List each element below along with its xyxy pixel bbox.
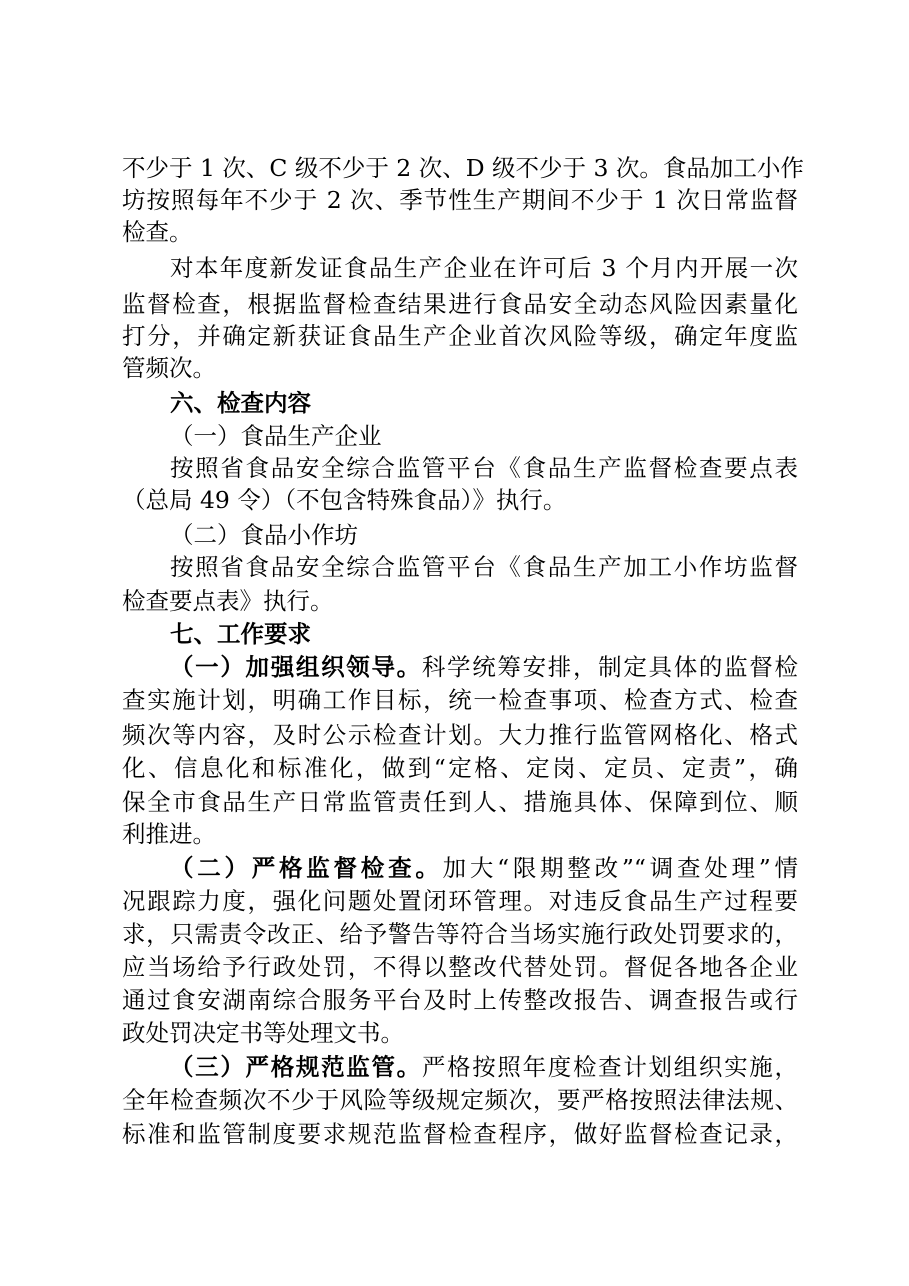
- body-text: 加大“限期整改”“调查处理”情: [442, 854, 799, 882]
- body-line: 对本年度新发证食品生产企业在许可后 3 个月内开展一次: [170, 254, 798, 282]
- body-line: 监督检查，根据监督检查结果进行食品安全动态风险因素量化: [122, 290, 798, 318]
- body-line: 通过食安湖南综合服务平台及时上传整改报告、调查报告或行: [122, 986, 798, 1014]
- subsection-heading: （一）食品生产企业: [170, 422, 382, 450]
- body-line: 况跟踪力度，强化问题处置闭环管理。对违反食品生产过程要: [122, 887, 798, 915]
- body-line: 不少于 1 次、C 级不少于 2 次、D 级不少于 3 次。食品加工小作: [122, 154, 804, 182]
- body-line: （总局 49 令）（不包含特殊食品）》执行。: [122, 486, 567, 514]
- paragraph-line: [170, 1051, 798, 1083]
- body-line: 保全市食品生产日常监管责任到人、措施具体、保障到位、顺: [122, 788, 798, 816]
- body-line: 标准和监管制度要求规范监督检查程序，做好监督检查记录，: [122, 1120, 798, 1148]
- body-line: 政处罚决定书等处理文书。: [122, 1019, 404, 1047]
- body-line: 全年检查频次不少于风险等级规定频次，要严格按照法律法规、: [122, 1086, 798, 1114]
- body-line: 坊按照每年不少于 2 次、季节性生产期间不少于 1 次日常监督: [122, 186, 798, 214]
- section-heading: 六、检查内容: [170, 389, 311, 417]
- bold-lead: （三）严格规范监管。: [170, 1053, 422, 1081]
- body-text: 严格按照年度检查计划组织实施，: [421, 1053, 798, 1081]
- bold-lead: （一）加强组织领导。: [170, 653, 422, 681]
- body-line: 频次等内容，及时公示检查计划。大力推行监管网格化、格式: [122, 721, 798, 749]
- body-line: 打分，并确定新获证食品生产企业首次风险等级，确定年度监: [122, 322, 798, 350]
- body-line: 检查要点表》执行。: [122, 587, 334, 615]
- body-line: 按照省食品安全综合监管平台《食品生产加工小作坊监督: [170, 553, 798, 581]
- body-line: 按照省食品安全综合监管平台《食品生产监督检查要点表: [170, 454, 798, 482]
- body-text: 科学统筹安排，制定具体的监督检: [421, 653, 798, 681]
- body-line: 求，只需责令改正、给予警告等符合当场实施行政处罚要求的，: [122, 920, 798, 948]
- subsection-heading: （二）食品小作坊: [170, 521, 358, 549]
- bold-lead: （二）严格监督检查。: [170, 854, 443, 882]
- body-line: 应当场给予行政处罚，不得以整改代替处罚。督促各地各企业: [122, 953, 798, 981]
- body-line: 管频次。: [122, 354, 216, 382]
- body-line: 查实施计划，明确工作目标，统一检查事项、检查方式、检查: [122, 686, 798, 714]
- body-line: 化、信息化和标准化，做到“定格、定岗、定员、定责”，确: [122, 754, 798, 782]
- section-heading: 七、工作要求: [170, 620, 311, 648]
- body-line: 检查。: [122, 218, 193, 246]
- body-line: 利推进。: [122, 820, 216, 848]
- paragraph-line: [170, 852, 798, 884]
- paragraph-line: [170, 651, 798, 683]
